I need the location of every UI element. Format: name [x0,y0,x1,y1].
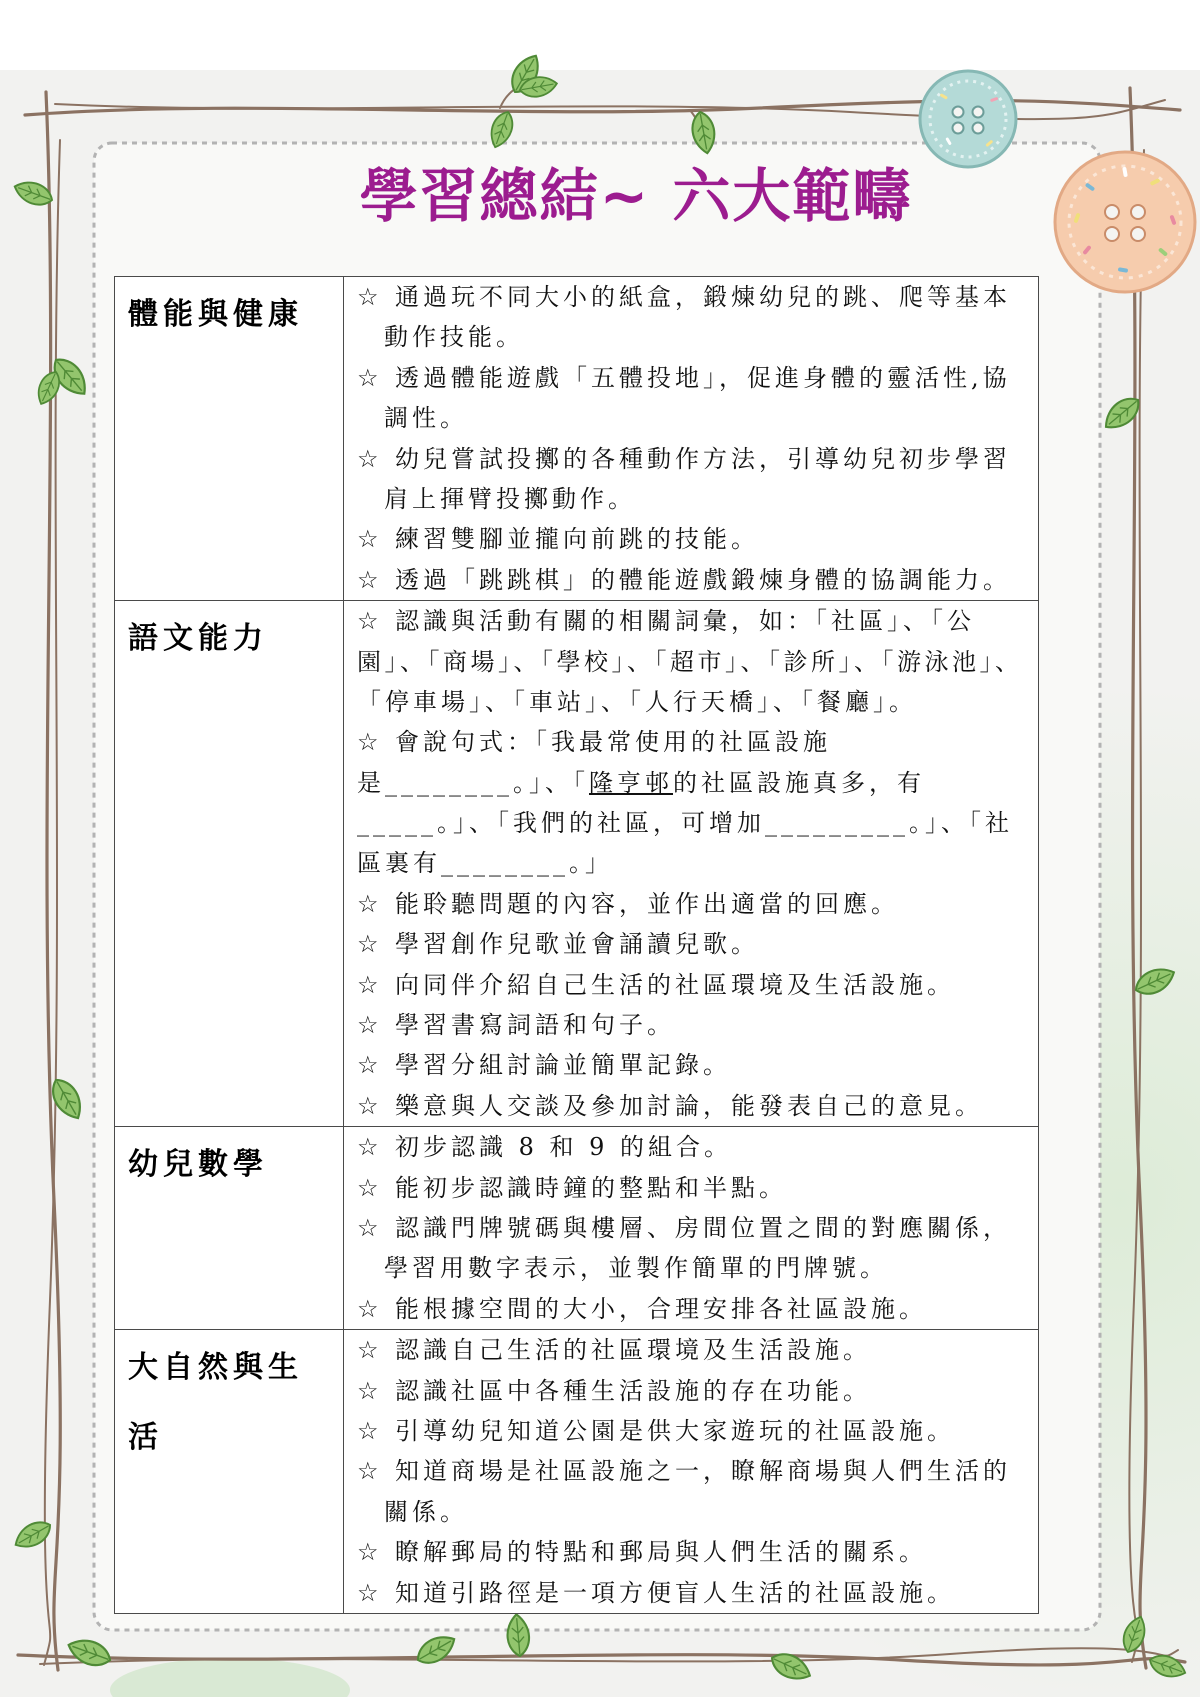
underlined-place-name: 隆亨邨 [589,768,673,797]
content-cell [344,1330,1038,1613]
list-item [357,439,1028,520]
item-line: 「停車場」、「車站」、「人行天橋」、「餐廳」。 [357,687,917,716]
star-bullet-icon: ☆ [357,565,379,594]
list-item [357,1127,1028,1167]
list-item [357,560,1028,600]
star-bullet-icon: ☆ [357,930,379,959]
line-text: 能聆聽問題的內容，並作出適當的回應。 [395,889,899,918]
content-cell [344,1127,1038,1329]
line-text: 學習創作兒歌並會誦讀兒歌。 [395,930,759,959]
line-text: 的社區設施真多，有 [673,768,925,797]
list-item [357,965,1028,1005]
item-line [357,924,1028,964]
section-row-nature-life [115,1329,1038,1613]
item-line [357,277,1028,317]
star-bullet-icon: ☆ [357,607,379,636]
button-hole [953,123,964,134]
star-bullet-icon: ☆ [357,1213,379,1242]
star-bullet-icon: ☆ [357,1294,379,1323]
section-row-language [115,600,1038,1126]
category-cell [115,1330,344,1613]
item-line [357,1208,1028,1248]
list-item [357,277,1028,358]
line-text: 認識門牌號碼與樓層、房間位置之間的對應關係， [395,1213,1011,1242]
list-item [357,1330,1028,1370]
item-line [357,1371,1028,1411]
star-bullet-icon: ☆ [357,444,379,473]
item-line [357,439,1028,479]
star-bullet-icon: ☆ [357,1376,379,1405]
line-text: 知道商場是社區設施之一，瞭解商場與人們生活的 [395,1457,1011,1486]
category-label: 體能與健康 [128,297,303,332]
list-item [357,924,1028,964]
line-text: 是________。」、「 [357,768,589,797]
star-bullet-icon: ☆ [357,1091,379,1120]
item-line: 調性。 [384,404,468,433]
item-line: _____。」、「我們的社區，可增加_________。」、「社 [357,809,1013,838]
line-text: 向同伴介紹自己生活的社區環境及生活設施。 [395,970,955,999]
line-text: 透過「跳跳棋」的體能遊戲鍛煉身體的協調能力。 [395,565,1011,594]
item-line: 動作技能。 [384,323,524,352]
item-line [357,1289,1028,1329]
category-cell [115,277,344,600]
star-bullet-icon: ☆ [357,283,379,311]
line-text: 認識與活動有關的相關詞彙，如：「社區」、「公 [395,607,975,636]
item-line [357,1451,1028,1491]
item-line [357,560,1028,600]
line-text: 初步認識 8 和 9 的組合。 [395,1133,733,1162]
button-hole [973,107,984,118]
line-text: 知道引路徑是一項方便盲人生活的社區設施。 [395,1578,955,1607]
list-item [357,1532,1028,1572]
star-bullet-icon: ☆ [357,1011,379,1040]
star-bullet-icon: ☆ [357,970,379,999]
list-item [357,601,1028,722]
line-text: 幼兒嘗試投擲的各種動作方法，引導幼兒初步學習 [395,444,1011,473]
item-line [357,884,1028,924]
line-text: 認識自己生活的社區環境及生活設施。 [395,1336,871,1365]
line-text: 能初步認識時鐘的整點和半點。 [395,1173,787,1202]
list-item [357,1451,1028,1532]
teal-button-decoration [920,71,1016,167]
line-text: 認識社區中各種生活設施的存在功能。 [395,1376,871,1405]
list-item [357,722,1028,884]
item-line [357,1532,1028,1572]
top-margin [0,0,1200,70]
item-line [357,1330,1028,1370]
list-item [357,884,1028,924]
item-line [357,1086,1028,1126]
item-line [357,519,1028,559]
star-bullet-icon: ☆ [357,1173,379,1202]
star-bullet-icon: ☆ [357,1336,379,1365]
star-bullet-icon: ☆ [357,1578,379,1607]
list-item [357,1573,1028,1613]
list-item [357,1371,1028,1411]
line-text: 瞭解郵局的特點和郵局與人們生活的關系。 [395,1538,927,1567]
line-text: 透過體能遊戲「五體投地」，促進身體的靈活性,協 [395,363,1011,392]
list-item [357,1411,1028,1451]
list-item [357,1289,1028,1329]
star-bullet-icon: ☆ [357,1457,379,1486]
category-label: 幼兒數學 [128,1147,268,1183]
item-line [357,1411,1028,1451]
button-hole [1131,227,1145,241]
line-text: 會說句式：「我最常使用的社區設施 [395,728,831,757]
item-line [357,722,1028,762]
star-bullet-icon: ☆ [357,363,379,392]
button-body [920,71,1016,167]
category-cell [115,601,344,1126]
star-bullet-icon: ☆ [357,1133,379,1162]
button-hole [973,123,984,134]
page-title: 學習總結~ 六大範疇 [359,162,913,230]
line-text: 能根據空間的大小，合理安排各社區設施。 [395,1294,927,1323]
content-cell [344,277,1038,600]
section-row-math [115,1126,1038,1329]
star-bullet-icon: ☆ [357,889,379,918]
line-text: 學習分組討論並簡單記錄。 [395,1051,731,1080]
list-item [357,1005,1028,1045]
item-line [357,358,1028,398]
star-bullet-icon: ☆ [357,525,379,554]
item-line [357,1168,1028,1208]
list-item [357,1045,1028,1085]
button-hole [1105,205,1119,219]
line-text: 引導幼兒知道公園是供大家遊玩的社區設施。 [395,1416,955,1445]
star-bullet-icon: ☆ [357,1538,379,1567]
item-line [357,601,1028,641]
section-row-physical-health [115,277,1038,600]
content-cell [344,601,1038,1126]
item-line: 關係。 [384,1497,468,1526]
list-item [357,358,1028,439]
line-text: 通過玩不同大小的紙盒，鍛煉幼兒的跳、爬等基本 [395,283,1011,311]
button-hole [1105,227,1119,241]
item-line [357,763,1028,803]
category-label: 大自然與生 [128,1350,303,1386]
item-line: 區裏有________。」 [357,849,613,878]
item-line [357,1045,1028,1085]
item-line [357,1127,1028,1167]
list-item [357,1208,1028,1289]
line-text: 學習書寫詞語和句子。 [395,1011,675,1040]
category-label: 語文能力 [128,621,268,657]
item-line: 園」、「商場」、「學校」、「超市」、「診所」、「游泳池」、 [357,647,1023,676]
button-hole [953,107,964,118]
summary-table [114,276,1039,1614]
button-hole [1131,205,1145,219]
list-item [357,519,1028,559]
category-cell [115,1127,344,1329]
list-item [357,1168,1028,1208]
item-line [357,1573,1028,1613]
item-line [357,965,1028,1005]
category-label: 活 [128,1420,163,1456]
star-bullet-icon: ☆ [357,728,379,757]
star-bullet-icon: ☆ [357,1416,379,1445]
line-text: 樂意與人交談及參加討論，能發表自己的意見。 [395,1091,983,1120]
item-line [357,1005,1028,1045]
peach-button-decoration [1055,152,1195,292]
line-text: 練習雙腳並攏向前跳的技能。 [395,525,759,554]
item-line: 學習用數字表示，並製作簡單的門牌號。 [384,1254,888,1283]
item-line: 肩上揮臂投擲動作。 [384,484,636,513]
list-item [357,1086,1028,1126]
star-bullet-icon: ☆ [357,1051,379,1080]
